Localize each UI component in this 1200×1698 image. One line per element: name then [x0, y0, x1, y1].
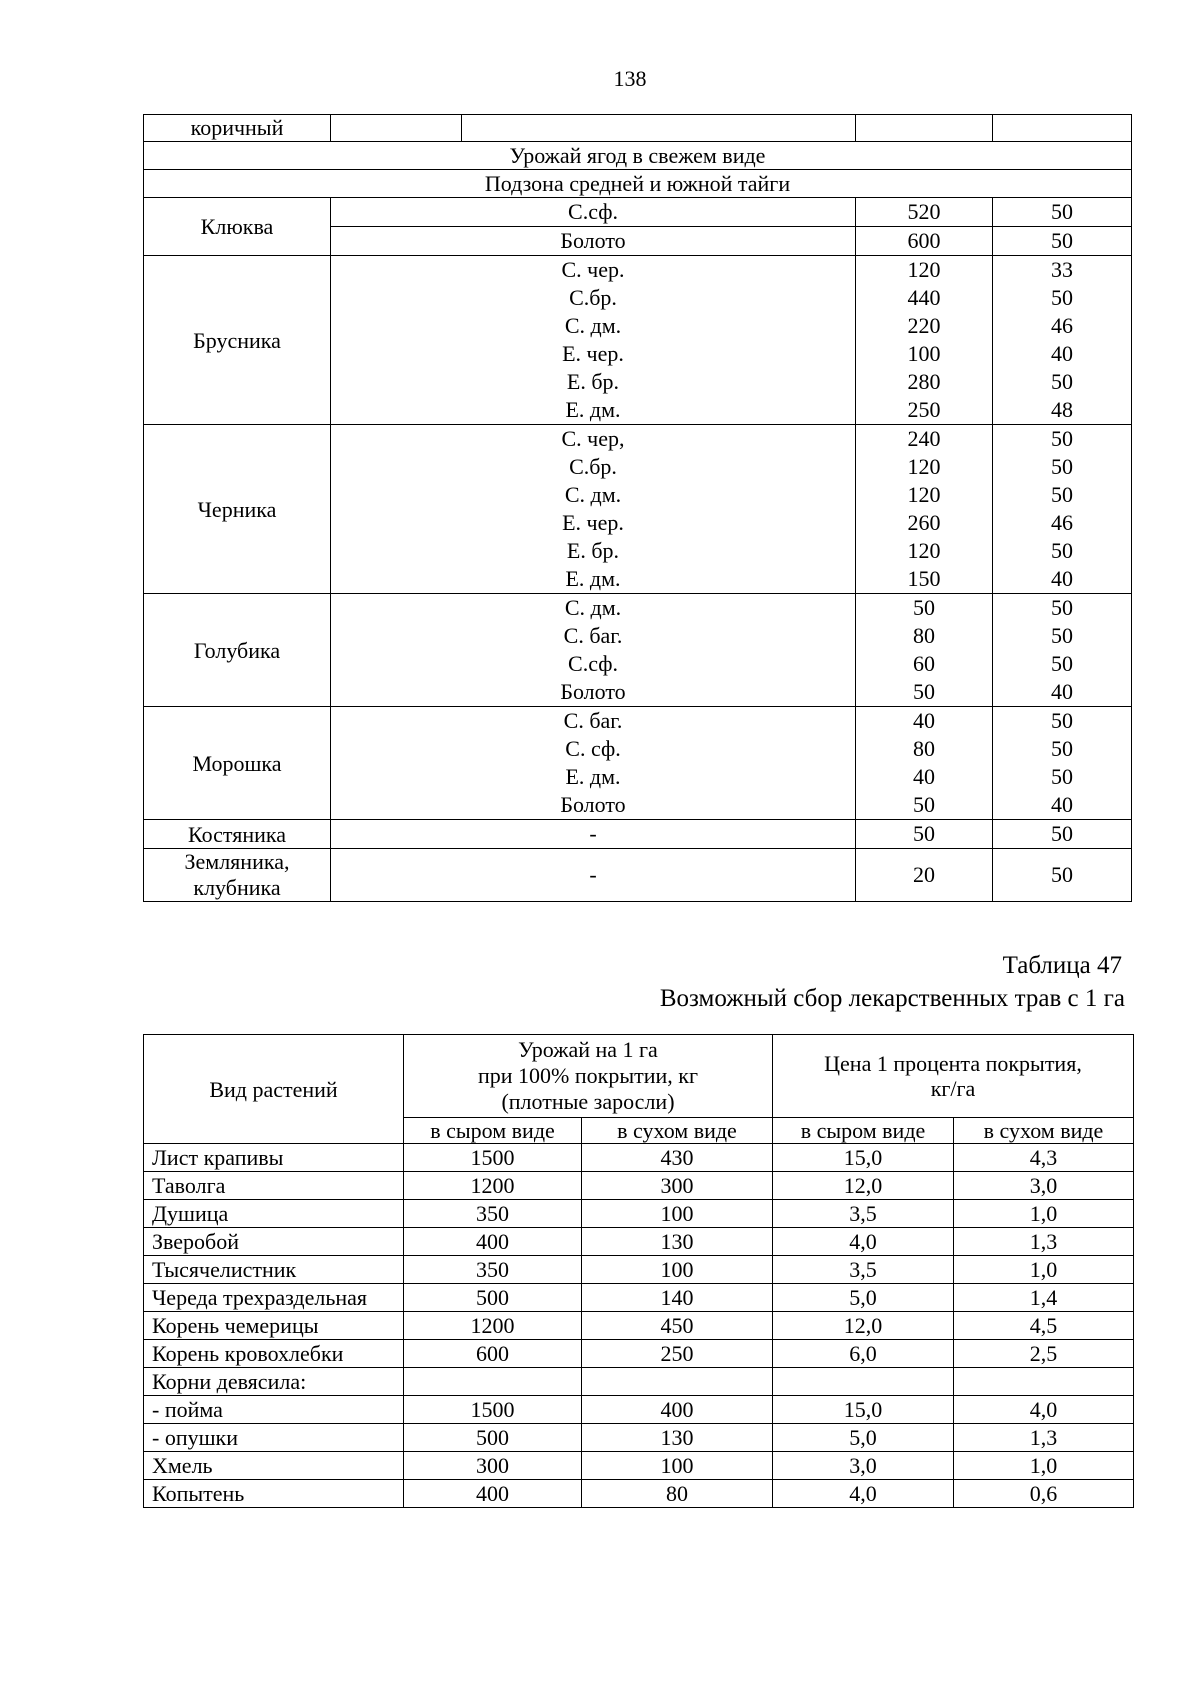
value-cell: 1,0: [954, 1452, 1134, 1480]
section-subheading: Подзона средней и южной тайги: [144, 170, 1132, 198]
value-cell: 400: [582, 1396, 773, 1424]
yield-cell: [856, 256, 993, 425]
value-cell: 4,3: [954, 1144, 1134, 1172]
yield-value: 50: [913, 821, 935, 846]
value-cell: 1200: [404, 1312, 582, 1340]
stand-type: С.сф.: [568, 651, 618, 676]
percent-cell: [993, 425, 1132, 594]
percent-cell: [993, 198, 1132, 256]
yield-value: 250: [907, 397, 941, 422]
species-cell: - пойма: [144, 1396, 404, 1424]
percent-value: 50: [1051, 228, 1073, 253]
yield-cell: [856, 849, 993, 902]
stand-type: С. сф.: [565, 736, 621, 761]
value-cell: 430: [582, 1144, 773, 1172]
stand-type: С. дм.: [564, 313, 622, 338]
value-cell: 4,0: [773, 1480, 954, 1508]
percent-value: 50: [1051, 708, 1073, 733]
yield-value: 50: [913, 679, 935, 704]
stand-type: Е. бр.: [566, 369, 620, 394]
value-cell: 350: [404, 1200, 582, 1228]
species-cell: Корень чемерицы: [144, 1312, 404, 1340]
species-cell: Лист крапивы: [144, 1144, 404, 1172]
value-cell: 3,0: [954, 1172, 1134, 1200]
value-cell: 1,3: [954, 1424, 1134, 1452]
stand-type: С. дм.: [564, 482, 622, 507]
value-cell: 80: [582, 1480, 773, 1508]
yield-value: 50: [913, 792, 935, 817]
stand-type: Е. дм.: [565, 397, 621, 422]
table-section-row: [144, 170, 1132, 198]
table-row: [144, 594, 1132, 707]
yield-value: 600: [907, 228, 941, 253]
yield-value: 40: [913, 708, 935, 733]
value-cell: 300: [582, 1172, 773, 1200]
value-cell: 5,0: [773, 1424, 954, 1452]
yield-value: 150: [907, 566, 941, 591]
percent-value: 40: [1051, 566, 1073, 591]
species-cell: Корень кровохлебки: [144, 1340, 404, 1368]
yield-value: 120: [907, 538, 941, 563]
species-cell: [144, 849, 331, 902]
yield-cell: [856, 820, 993, 849]
berry-yield-table: [143, 114, 1132, 902]
percent-value: 50: [1051, 736, 1073, 761]
stand-type-cell: [331, 707, 856, 820]
percent-value: 46: [1051, 510, 1073, 535]
table-row: [144, 1172, 1134, 1200]
section-heading: Урожай ягод в свежем виде: [144, 142, 1132, 170]
table-row: [144, 1200, 1134, 1228]
percent-cell: [993, 707, 1132, 820]
table-header-row: [144, 1035, 1134, 1118]
table-section-row: [144, 142, 1132, 170]
stand-type: Е. дм.: [565, 764, 621, 789]
percent-cell: [993, 849, 1132, 902]
dry-header: в сухом виде: [582, 1118, 773, 1144]
value-cell: 400: [404, 1228, 582, 1256]
table-title: Возможный сбор лекарственных трав с 1 га: [659, 985, 1125, 1012]
stand-type: С. чер,: [561, 426, 625, 451]
species-cell: Череда трехраздельная: [144, 1284, 404, 1312]
stand-type: Е. бр.: [566, 538, 620, 563]
species-cell: Таволга: [144, 1172, 404, 1200]
percent-value: 50: [1051, 821, 1073, 846]
value-cell: [582, 1368, 773, 1396]
percent-value: 50: [1051, 285, 1073, 310]
value-cell: 3,5: [773, 1200, 954, 1228]
percent-value: 50: [1051, 651, 1073, 676]
value-cell: 250: [582, 1340, 773, 1368]
raw-header: в сыром виде: [404, 1118, 582, 1144]
stand-type: С. баг.: [563, 623, 623, 648]
species-header: Вид растений: [144, 1035, 404, 1144]
percent-value: 50: [1051, 369, 1073, 394]
species-cell: Душица: [144, 1200, 404, 1228]
value-cell: 12,0: [773, 1172, 954, 1200]
percent-value: 40: [1051, 792, 1073, 817]
yield-cell: [856, 594, 993, 707]
stand-type: -: [589, 862, 597, 887]
yield-value: 100: [907, 341, 941, 366]
value-cell: 15,0: [773, 1144, 954, 1172]
value-cell: 1500: [404, 1144, 582, 1172]
table-row: [144, 198, 1132, 256]
species-cell: Зверобой: [144, 1228, 404, 1256]
stand-type: Е. дм.: [565, 566, 621, 591]
value-cell: 350: [404, 1256, 582, 1284]
table-row: [144, 1368, 1134, 1396]
yield-value: 20: [913, 862, 935, 887]
value-cell: 300: [404, 1452, 582, 1480]
table-row: [144, 1452, 1134, 1480]
value-cell: 130: [582, 1228, 773, 1256]
species-cell: - опушки: [144, 1424, 404, 1452]
stand-type-cell: [331, 425, 856, 594]
yield-header-line: при 100% покрытии, кг: [478, 1063, 698, 1088]
stand-type: С. дм.: [564, 595, 622, 620]
species-cell: Клюква: [144, 198, 331, 256]
stand-type: Е. чер.: [562, 510, 624, 535]
species-cell: коричный: [144, 115, 331, 142]
price-header-line: кг/га: [930, 1076, 976, 1101]
species-cell: Брусника: [144, 256, 331, 425]
percent-value: 50: [1051, 482, 1073, 507]
yield-cell: [856, 425, 993, 594]
price-header: [773, 1035, 1134, 1118]
page-number: 138: [613, 66, 647, 91]
yield-value: 40: [913, 764, 935, 789]
dry-header: в сухом виде: [954, 1118, 1134, 1144]
table-row: [144, 1144, 1134, 1172]
stand-type: С.бр.: [569, 454, 617, 479]
species-cell: Корни девясила:: [144, 1368, 404, 1396]
yield-value: 260: [907, 510, 941, 535]
value-cell: 100: [582, 1256, 773, 1284]
species-cell: Морошка: [144, 707, 331, 820]
value-cell: 100: [582, 1452, 773, 1480]
value-cell: 4,5: [954, 1312, 1134, 1340]
value-cell: 450: [582, 1312, 773, 1340]
percent-cell: [993, 594, 1132, 707]
yield-value: 50: [913, 595, 935, 620]
percent-value: 50: [1051, 595, 1073, 620]
species-cell: Тысячелистник: [144, 1256, 404, 1284]
table-row: [144, 425, 1132, 594]
stand-type: Болото: [560, 792, 626, 817]
percent-value: 33: [1051, 257, 1073, 282]
table-row: [144, 849, 1132, 902]
stand-type: С. чер.: [561, 257, 625, 282]
value-cell: 1500: [404, 1396, 582, 1424]
yield-value: 60: [913, 651, 935, 676]
percent-value: 40: [1051, 679, 1073, 704]
yield-cell: [856, 198, 993, 256]
species-cell: Голубика: [144, 594, 331, 707]
table-row: [144, 1480, 1134, 1508]
value-cell: 1,3: [954, 1228, 1134, 1256]
price-header-line: Цена 1 процента покрытия,: [824, 1051, 1082, 1076]
value-cell: 400: [404, 1480, 582, 1508]
value-cell: 140: [582, 1284, 773, 1312]
value-cell: 5,0: [773, 1284, 954, 1312]
table-row: [144, 1256, 1134, 1284]
table-row: [144, 115, 1132, 142]
percent-value: 50: [1051, 862, 1073, 887]
yield-value: 240: [907, 426, 941, 451]
yield-cell: [856, 707, 993, 820]
stand-type: С. баг.: [563, 708, 623, 733]
stand-type: С.сф.: [331, 198, 855, 227]
percent-value: 50: [1051, 454, 1073, 479]
yield-value: 440: [907, 285, 941, 310]
species-cell: Костяника: [144, 820, 331, 849]
value-cell: 0,6: [954, 1480, 1134, 1508]
yield-value: 520: [856, 198, 992, 227]
value-cell: 6,0: [773, 1340, 954, 1368]
percent-value: 50: [993, 198, 1131, 227]
percent-value: 50: [1051, 426, 1073, 451]
yield-header-line: Урожай на 1 га: [518, 1037, 658, 1062]
value-cell: 12,0: [773, 1312, 954, 1340]
value-cell: [954, 1368, 1134, 1396]
value-cell: 3,0: [773, 1452, 954, 1480]
value-cell: [773, 1368, 954, 1396]
value-cell: 600: [404, 1340, 582, 1368]
value-cell: 500: [404, 1284, 582, 1312]
value-cell: 100: [582, 1200, 773, 1228]
value-cell: 1,0: [954, 1200, 1134, 1228]
value-cell: 500: [404, 1424, 582, 1452]
species-cell: Черника: [144, 425, 331, 594]
percent-cell: [993, 820, 1132, 849]
yield-value: 280: [907, 369, 941, 394]
yield-value: 120: [907, 454, 941, 479]
value-cell: 1,0: [954, 1256, 1134, 1284]
table-row: [144, 1312, 1134, 1340]
percent-value: 48: [1051, 397, 1073, 422]
table-row: [144, 820, 1132, 849]
value-cell: 3,5: [773, 1256, 954, 1284]
percent-value: 50: [1051, 538, 1073, 563]
stand-type: Болото: [560, 679, 626, 704]
raw-header: в сыром виде: [773, 1118, 954, 1144]
table-row: [144, 256, 1132, 425]
value-cell: 4,0: [954, 1396, 1134, 1424]
stand-type: Болото: [560, 228, 626, 253]
herbs-table: [143, 1034, 1134, 1508]
table-number: Таблица 47: [1002, 952, 1122, 979]
stand-type: -: [589, 821, 597, 846]
percent-value: 50: [1051, 764, 1073, 789]
table-row: [144, 1396, 1134, 1424]
table-row: [144, 707, 1132, 820]
table-row: [144, 1284, 1134, 1312]
percent-value: 40: [1051, 341, 1073, 366]
stand-type-cell: [331, 198, 856, 256]
stand-type-cell: [331, 594, 856, 707]
yield-value: 80: [913, 736, 935, 761]
percent-cell: [993, 256, 1132, 425]
stand-type-cell: [331, 256, 856, 425]
stand-type: Е. чер.: [562, 341, 624, 366]
value-cell: 1,4: [954, 1284, 1134, 1312]
percent-value: 50: [1051, 623, 1073, 648]
yield-value: 120: [907, 257, 941, 282]
yield-header: [404, 1035, 773, 1118]
stand-type-cell: [331, 849, 856, 902]
species-cell: Хмель: [144, 1452, 404, 1480]
table-row: [144, 1340, 1134, 1368]
species-name-line: клубника: [193, 875, 281, 900]
percent-value: 46: [1051, 313, 1073, 338]
yield-header-line: (плотные заросли): [501, 1089, 675, 1114]
yield-value: 120: [907, 482, 941, 507]
value-cell: 15,0: [773, 1396, 954, 1424]
species-name-line: Земляника,: [184, 849, 290, 874]
stand-type: С.бр.: [569, 285, 617, 310]
value-cell: [404, 1368, 582, 1396]
yield-value: 220: [907, 313, 941, 338]
yield-value: 80: [913, 623, 935, 648]
value-cell: 1200: [404, 1172, 582, 1200]
value-cell: 4,0: [773, 1228, 954, 1256]
species-cell: Копытень: [144, 1480, 404, 1508]
value-cell: 130: [582, 1424, 773, 1452]
table-row: [144, 1228, 1134, 1256]
value-cell: 2,5: [954, 1340, 1134, 1368]
table-row: [144, 1424, 1134, 1452]
stand-type-cell: [331, 820, 856, 849]
